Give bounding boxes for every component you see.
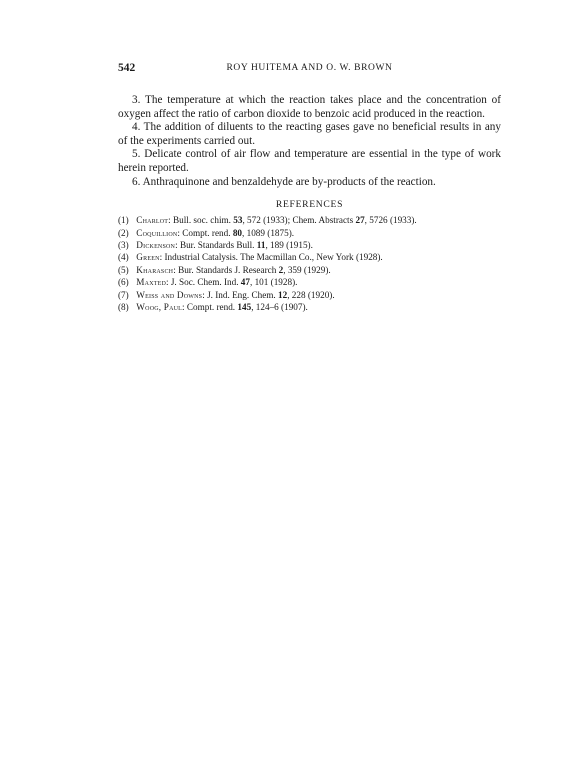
reference-item — [118, 301, 501, 313]
reference-author: Charlot — [136, 215, 169, 226]
reference-number: (7) — [118, 289, 129, 300]
references-list — [118, 214, 501, 313]
running-head: ROY HUITEMA AND O. W. BROWN — [226, 63, 393, 73]
reference-volume: 12 — [278, 289, 288, 300]
reference-item — [118, 214, 501, 226]
conclusion-paragraph: 5. Delicate control of air flow and temperature are essential in the type of work herein reported. — [118, 148, 501, 174]
conclusions-list — [118, 94, 501, 189]
reference-item — [118, 251, 501, 263]
conclusion-paragraph: 3. The temperature at which the reaction takes place and the concentration of oxygen affect the ratio of carbon dioxide to benzoic acid produced in the reaction. — [118, 94, 501, 120]
reference-separator: : — [168, 215, 171, 226]
reference-citation: , 228 (1920). — [287, 289, 335, 300]
references-heading: REFERENCES — [275, 199, 344, 211]
reference-number: (5) — [118, 264, 129, 275]
reference-citation: J. Ind. Eng. Chem. — [204, 289, 279, 300]
reference-volume: 27 — [355, 215, 365, 226]
conclusion-paragraph: 6. Anthraquinone and benzaldehyde are by-products of the reaction. — [132, 175, 436, 188]
reference-citation: , 359 (1929). — [283, 264, 331, 275]
reference-number: (4) — [118, 252, 129, 263]
reference-separator: : — [159, 252, 163, 263]
reference-item — [118, 239, 501, 251]
reference-citation: , 572 (1933); Chem. Abstracts — [242, 215, 356, 226]
reference-item — [118, 276, 501, 288]
reference-citation: , 189 (1915). — [265, 239, 313, 250]
reference-citation: , 101 (1928). — [249, 277, 298, 288]
reference-citation: , 124–6 (1907). — [251, 302, 308, 312]
reference-author: Woog, Paul — [136, 302, 183, 312]
reference-citation: Compt. rend. — [179, 227, 233, 238]
reference-item — [118, 289, 501, 301]
reference-author: Coquillion — [136, 227, 178, 238]
reference-separator: : — [182, 302, 185, 312]
reference-number: (8) — [118, 302, 129, 312]
conclusion-paragraph: 4. The addition of diluents to the reacting gases gave no beneficial results in any of the experiments carried out. — [118, 121, 501, 147]
reference-author: Green — [136, 252, 160, 263]
reference-author: Maxted — [136, 277, 166, 288]
reference-volume: 80 — [232, 227, 242, 238]
reference-separator: : — [166, 277, 169, 288]
reference-separator: : — [173, 264, 176, 275]
reference-citation: , 5726 (1933). — [364, 215, 417, 226]
reference-citation: Bur. Standards J. Research — [175, 264, 279, 275]
reference-citation: J. Soc. Chem. Ind. — [168, 277, 241, 288]
page-header — [118, 62, 501, 80]
reference-citation: Bull. soc. chim. — [170, 215, 234, 226]
reference-number: (2) — [118, 227, 129, 238]
reference-volume: 47 — [240, 277, 250, 288]
reference-citation: , 1089 (1875). — [242, 227, 295, 238]
reference-volume: 2 — [278, 264, 284, 275]
reference-citation: Compt. rend. — [184, 302, 238, 312]
reference-number: (6) — [118, 277, 129, 288]
reference-author: Weiss and Downs — [136, 289, 203, 300]
reference-item — [118, 227, 501, 239]
reference-number: (1) — [118, 215, 129, 226]
reference-volume: 145 — [237, 302, 252, 312]
reference-item — [118, 264, 501, 276]
reference-author: Kharasch — [136, 264, 174, 275]
reference-separator: : — [202, 289, 205, 300]
reference-volume: 53 — [233, 215, 243, 226]
reference-separator: : — [175, 239, 178, 250]
reference-volume: 11 — [256, 239, 266, 250]
journal-page — [118, 62, 501, 313]
page-number: 542 — [118, 62, 136, 74]
reference-citation: Bur. Standards Bull. — [177, 239, 257, 250]
reference-author: Dickenson — [136, 239, 176, 250]
reference-citation: Industrial Catalysis. The Macmillan Co., New York (1928). — [162, 252, 383, 263]
reference-number: (3) — [118, 239, 129, 250]
reference-separator: : — [177, 227, 180, 238]
